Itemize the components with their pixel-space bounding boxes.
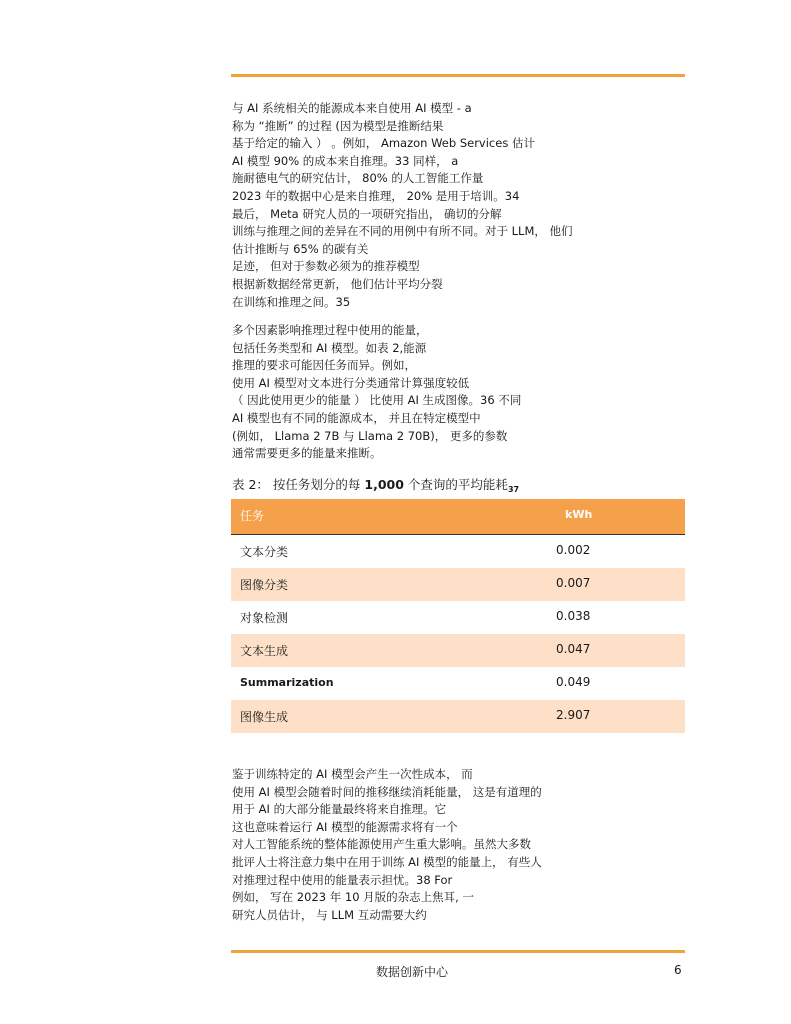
paragraph-inference-share [232,766,692,924]
footer-title: 数据创新中心 [376,965,449,979]
paragraph-energy-factors [232,322,692,463]
page-number: 6 [674,963,682,977]
text-line: 批评人士将注意力集中在用于训练 AI 模型的能量上， 有些人 [232,854,542,869]
text-line: 估计推断与 65% 的碳有关 [232,241,369,256]
text-line: 推理的要求可能因任务而异。例如， [232,358,416,373]
bottom-divider [231,950,685,953]
header-task: 任务 [240,509,265,523]
text-line: 对人工智能系统的整体能源使用产生重大影响。虽然大多数 [232,837,531,852]
text-line: 使用 AI 模型对文本进行分类通常计算强度较低 [232,375,470,390]
cell-task: Summarization [240,676,334,689]
text-line: 例如， 写在 2023 年 10 月版的杂志上焦耳, 一 [232,890,474,905]
cell-task: 文本分类 [240,545,289,559]
text-line: AI 模型也有不同的能源成本， 并且在特定模型中 [232,410,481,425]
caption-footnote: 37 [507,485,520,494]
cell-kwh: 0.047 [556,642,591,656]
paragraph-inference-costs [232,100,692,311]
text-line: 根据新数据经常更新， 他们估计平均分裂 [232,276,443,291]
text-line: 称为 “推断” 的过程 (因为模型是推断结果 [232,118,444,133]
text-line: 与 AI 系统相关的能源成本来自使用 AI 模型 - a [232,101,472,115]
text-line: 在训练和推理之间。35 [232,294,351,309]
text-line: 对推理过程中使用的能量表示担忧。38 For [232,872,453,887]
table-row [231,568,685,601]
text-line: 使用 AI 模型会随着时间的推移继续消耗能量， 这是有道理的 [232,784,542,799]
cell-kwh: 2.907 [556,708,591,722]
text-line: 足迹， 但对于参数必须为的推荐模型 [232,259,420,274]
text-line: 研究人员估计， 与 LLM 互动需要大约 [232,907,427,922]
caption-prefix: 表 2： 按任务划分的每 [232,477,361,492]
caption-suffix: 个查询的平均能耗 [407,477,508,492]
cell-task: 文本生成 [240,644,289,658]
text-line: (例如， Llama 2 7B 与 Llama 2 70B)， 更多的参数 [232,428,508,443]
top-divider [231,74,685,77]
header-kwh: kWh [565,508,593,521]
text-line: 通常需要更多的能量来推断。 [232,446,382,461]
energy-table [231,499,685,733]
text-line: AI 模型 90% 的成本来自推理。33 同样， a [232,153,459,168]
text-line: 最后， Meta 研究人员的一项研究指出， 确切的分解 [232,206,502,221]
cell-kwh: 0.007 [556,576,591,590]
table-row [231,667,685,700]
cell-task: 图像分类 [240,578,289,592]
text-line: 施耐德电气的研究估计， 80% 的人工智能工作量 [232,171,484,186]
caption-number: 1,000 [364,477,404,492]
text-line: （ 因此使用更少的能量 ） 比使用 AI 生成图像。36 不同 [232,393,522,408]
text-line: 鉴于训练特定的 AI 模型会产生一次性成本， 而 [232,767,473,781]
cell-task: 图像生成 [240,710,289,724]
cell-kwh: 0.049 [556,675,591,689]
text-line: 用于 AI 的大部分能量最终将来自推理。它 [232,802,447,817]
cell-task: 对象检测 [240,611,289,625]
text-line: 这也意味着运行 AI 模型的能源需求将有一个 [232,819,458,834]
text-line: 包括任务类型和 AI 模型。如表 2,能源 [232,340,427,355]
text-line: 基于给定的输入 ） 。例如， Amazon Web Services 估计 [232,136,535,151]
cell-kwh: 0.002 [556,543,591,557]
text-line: 2023 年的数据中心是来自推理， 20% 是用于培训。34 [232,188,520,203]
table-row [231,601,685,634]
table-header [231,499,685,535]
text-line: 训练与推理之间的差异在不同的用例中有所不同。对于 LLM， 他们 [232,224,573,239]
table-row [231,700,685,733]
cell-kwh: 0.038 [556,609,591,623]
table-caption [232,476,692,499]
text-line: 多个因素影响推理过程中使用的能量， [232,323,428,337]
table-row [231,535,685,568]
table-row [231,634,685,667]
